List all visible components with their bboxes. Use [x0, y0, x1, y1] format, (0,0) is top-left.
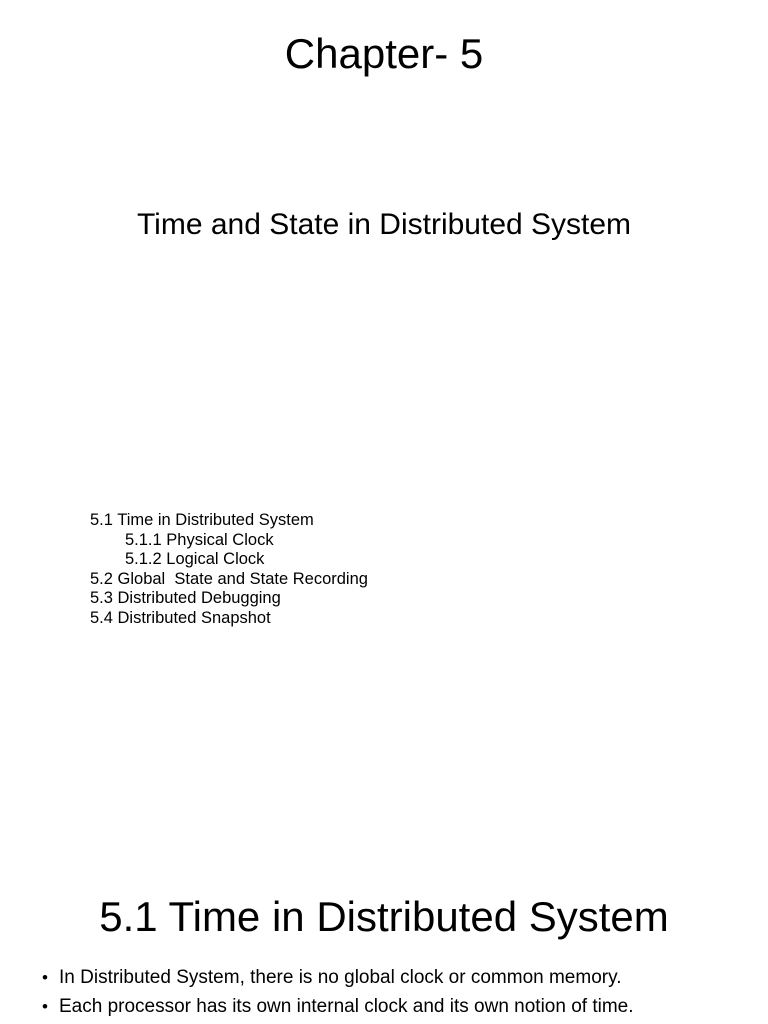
bullet-item — [42, 992, 634, 1021]
toc-item-5-4: 5.4 Distributed Snapshot — [90, 608, 271, 627]
toc-item-5-1: 5.1 Time in Distributed System — [90, 511, 314, 529]
chapter-title: Chapter- 5 — [284, 30, 484, 77]
chapter-subtitle: Time and State in Distributed System — [136, 208, 632, 241]
toc-item-5-2: 5.2 Global State and State Recording — [90, 569, 368, 588]
toc-item-5-3: 5.3 Distributed Debugging — [90, 589, 281, 608]
table-of-contents — [90, 511, 368, 629]
bullet-text: Each processor has its own internal clock and its own notion of time. — [59, 996, 634, 1017]
bullet-list — [42, 963, 634, 1021]
bullet-icon: • — [42, 997, 48, 1016]
bullet-item — [42, 963, 634, 992]
bullet-icon: • — [42, 968, 48, 987]
section-heading: 5.1 Time in Distributed System — [99, 893, 669, 940]
toc-item-5-1-1: 5.1.1 Physical Clock — [125, 530, 274, 549]
bullet-text: In Distributed System, there is no global clock or common memory. — [59, 967, 622, 988]
toc-item-5-1-2: 5.1.2 Logical Clock — [125, 550, 265, 569]
